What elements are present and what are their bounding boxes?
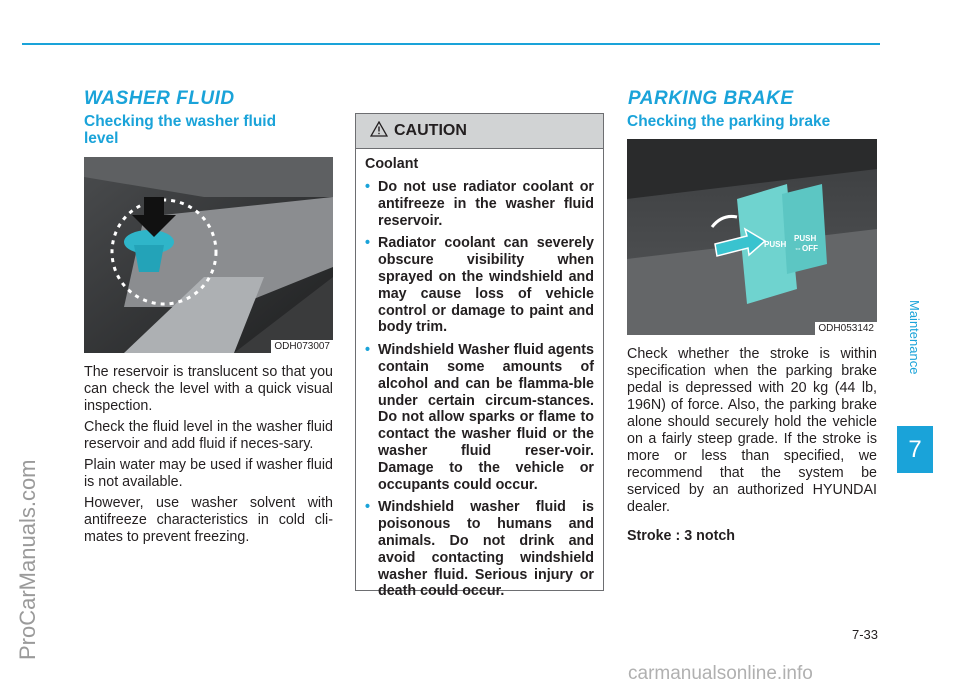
caution-item: • Radiator coolant can severely obscure visibility when sprayed on the windshield and may cause loss of vehicle control or damage to paint and body trim. [365, 235, 594, 336]
caution-item: • Windshield washer fluid is poisonous to humans and animals. Do not drink and avoid contacting windshield washer fluid. Serious injury or death could occur. [365, 499, 594, 600]
washer-reservoir-photo [84, 157, 333, 353]
caution-box [355, 113, 604, 600]
parking-brake-body [627, 346, 877, 549]
maintenance-tab-label: Maintenance [907, 300, 922, 375]
subheading-line-1: Checking the washer fluid [84, 113, 277, 130]
stroke-spec: Stroke : 3 notch [627, 528, 736, 544]
bullet-icon: • [365, 179, 371, 195]
caution-item: • Windshield Washer fluid agents contain some amounts of alcohol and can be flamma-ble under certain circum-stances. Do not allow sparks or flame to contact the washer fluid or the washer fluid reser-voir. Damage to the vehicle or occupants could occur. [365, 342, 594, 493]
watermark-bottom: carmanualsonline.info [628, 663, 813, 684]
parking-brake-subheading: Checking the parking brake [627, 113, 831, 130]
photo-code: ODH053142 [815, 322, 877, 335]
caution-title: CAUTION [394, 122, 467, 139]
paragraph-1: The reservoir is translucent so that you can check the level with a quick visual inspection. [84, 364, 333, 414]
washer-fluid-subheading [84, 113, 334, 147]
washer-fluid-section-title: WASHER FLUID [84, 88, 235, 109]
washer-fluid-body [84, 364, 333, 550]
paragraph-2: Check the fluid level in the washer fluid reservoir and add fluid if neces-sary. [84, 419, 333, 452]
bullet-icon: • [365, 499, 371, 516]
chapter-tab: 7 [897, 426, 933, 473]
subheading-line-2: level [84, 130, 119, 147]
paragraph-4: However, use washer solvent with antifreeze characteristics in cold cli-mates to prevent freezing. [84, 495, 333, 545]
caution-list [365, 179, 594, 600]
caution-header [356, 114, 603, 149]
caution-subtitle: Coolant [365, 156, 419, 172]
watermark-left: ProCarManuals.com [15, 459, 40, 660]
parking-brake-photo [627, 139, 877, 335]
pedal-label-push-2: PUSH [794, 234, 817, 243]
parking-brake-section-title: PARKING BRAKE [628, 88, 794, 109]
bullet-icon: • [365, 342, 371, 359]
pedal-label-push-1: PUSH [764, 240, 787, 249]
paragraph-3: Plain water may be used if washer fluid is not available. [84, 457, 333, 490]
warning-triangle-icon [370, 121, 388, 142]
parking-brake-paragraph: Check whether the stroke is within specification when the parking brake pedal is depressed with 20 kg (44 lb, 196N) of force. Also, the parking brake alone should securely hold the vehicle on a fairly steep grade. If the stroke is more or less than specified, we recommend that the system be serviced by an authorized HYUNDAI dealer. [627, 346, 877, 515]
photo-code: ODH073007 [271, 340, 333, 353]
page-number: 7-33 [851, 627, 878, 642]
top-rule [22, 43, 880, 45]
pedal-label-off: ⇔OFF [794, 244, 818, 253]
bullet-icon: • [365, 235, 371, 252]
caution-body [356, 149, 603, 600]
caution-item: • Do not use radiator coolant or antifreeze in the washer fluid reservoir. [365, 179, 594, 229]
